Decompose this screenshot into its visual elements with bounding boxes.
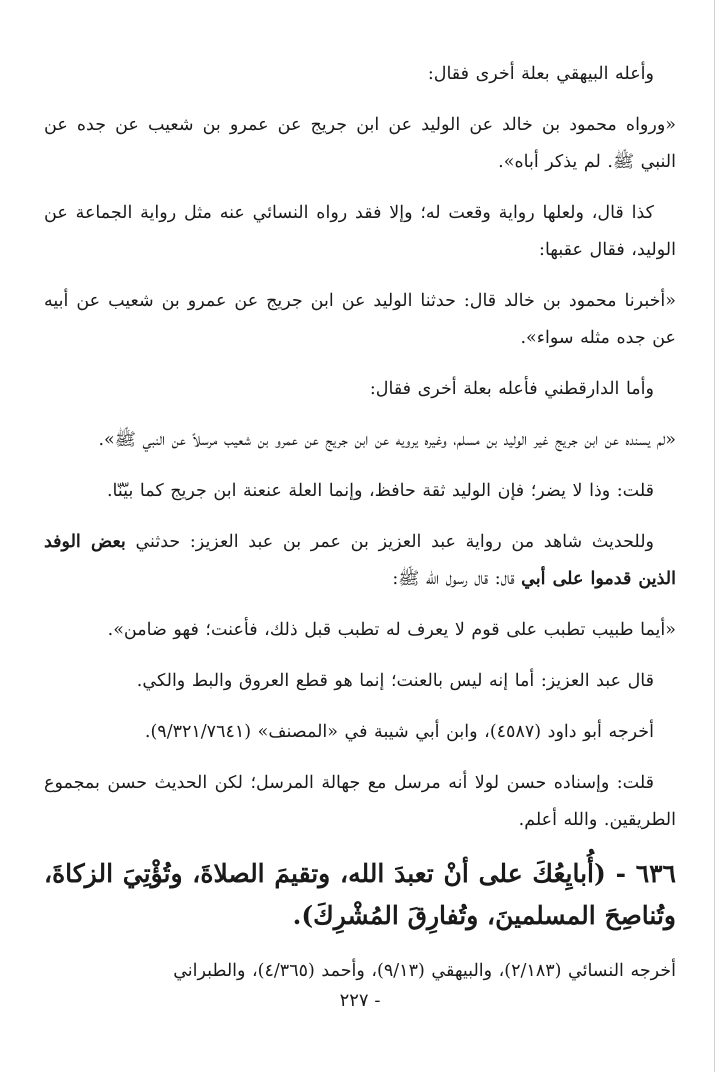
quote-bayhaqi: «ورواه محمود بن خالد عن الوليد عن ابن جريج عن عمرو بن شعيب عن جده عن النبي ﷺ. لم يذكر أباه».: [44, 115, 676, 172]
quote-daraqutni: «لم يسنده عن ابن جريج غير الوليد بن مسلم، وغيره يرويه عن ابن جريج عن عمرو بن شعيب مرسلاً عن النبي ﷺ».: [98, 430, 676, 450]
paragraph-author-comment: قلت: وذا لا يضر؛ فإن الوليد ثقة حافظ، وإنما العلة عنعنة ابن جريج كما بيّنّا.: [106, 481, 654, 501]
hadith-636-heading: ٦٣٦ - (أُبايِعُكَ على أنْ تعبدَ الله، وتقيمَ الصلاةَ، وتُؤْتِيَ الزكاةَ، وتُناصِحَ المسلمينَ، وتُفارِقَ المُشْرِكَ).: [44, 859, 676, 930]
page-body: [44, 56, 676, 1004]
paragraph-bayhaqi-intro: وأعله البيهقي بعلة أخرى فقال:: [427, 64, 654, 84]
quote-physician-hadith: «أيما طبيب تطبب على قوم لا يعرف له تطبب قبل ذلك، فأعنت؛ فهو ضامن».: [107, 620, 676, 640]
witness-bold-text: بعض الوفد الذين قدموا على أبي: [44, 532, 676, 589]
paragraph-abdulaziz-comment: قال عبد العزيز: أما إنه ليس بالعنت؛ إنما هو قطع العروق والبط والكي.: [136, 671, 654, 691]
paragraph-witness: [44, 524, 676, 598]
paragraph-nasai-note: كذا قال، ولعلها رواية وقعت له؛ وإلا فقد رواه النسائي عنه مثل رواية الجماعة عن الوليد، فقال عقبها:: [44, 203, 676, 260]
page-number: - ٢٢٧: [339, 990, 381, 1011]
witness-intro: وللحديث شاهد من رواية عبد العزيز بن عمر بن عبد العزيز: حدثني: [125, 532, 654, 552]
paragraph-daraqutni-intro: وأما الدارقطني فأعله بعلة أخرى فقال:: [369, 379, 654, 399]
paragraph-grading: قلت: وإسناده حسن لولا أنه مرسل مع جهالة المرسل؛ لكن الحديث حسن بمجموع الطريقين. والله أعلم.: [44, 773, 676, 830]
page-edge-rule: [714, 0, 715, 1072]
paragraph-takhrij: أخرجه أبو داود (٤٥٨٧)، وابن أبي شيبة في «المصنف» (٩/٣٢١/٧٦٤١).: [144, 722, 654, 742]
quote-nasai: «أخبرنا محمود بن خالد قال: حدثنا الوليد عن ابن جريج عن عمرو بن شعيب عن أبيه عن جده مثله سواء».: [44, 291, 676, 348]
paragraph-hadith-636-takhrij: أخرجه النسائي (٢/١٨٣)، والبيهقي (٩/١٣)، وأحمد (٤/٣٦٥)، والطبراني: [173, 961, 676, 981]
witness-rest: قال: قال رسول الله ﷺ:: [392, 569, 522, 589]
